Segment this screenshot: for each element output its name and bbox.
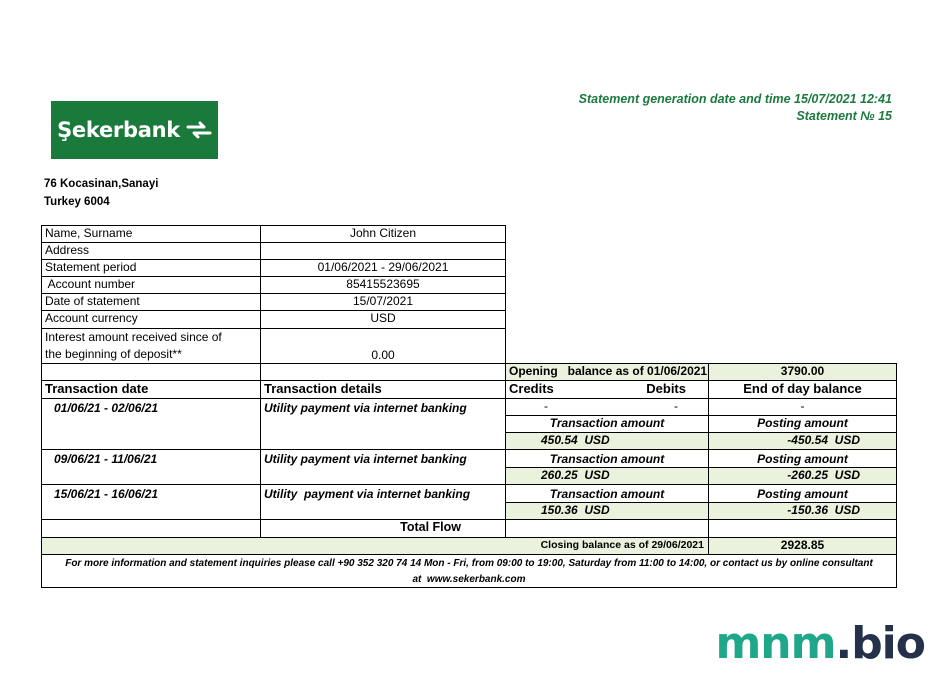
info-label-interest [41, 328, 261, 364]
credit-dash: - [544, 399, 548, 413]
posting-amount: -150.36 USD [708, 502, 897, 520]
address-line-1: 76 Kocasinan,Sanayi [44, 178, 159, 190]
transaction-details: Utility payment via internet banking [260, 398, 506, 450]
statement-number: Statement № 15 [796, 109, 892, 123]
eod-dash: - [708, 398, 897, 416]
closing-balance-value: 2928.85 [708, 537, 897, 555]
posting-amount-label: Posting amount [708, 415, 897, 433]
posting-amount-label: Posting amount [708, 449, 897, 468]
bank-address [44, 175, 158, 211]
info-value: 85415523695 [260, 276, 506, 294]
footer-line-1: For more information and statement inquiries please call +90 352 320 74 14 Mon - Fri, from 09:00 to 19:00, Saturday from 11:00 to 14:00, or contact us by online consultant [65, 558, 873, 569]
posting-amount: -450.54 USD [708, 432, 897, 450]
info-value: John Citizen [260, 225, 506, 243]
posting-amount-label: Posting amount [708, 484, 897, 503]
bank-logo-icon [186, 121, 212, 139]
footer-contact-info [41, 554, 897, 588]
transaction-details: Utility payment via internet banking [260, 484, 506, 520]
col-credits-debits [505, 380, 709, 399]
info-label: Account currency [41, 310, 261, 329]
transaction-date: 09/06/21 - 11/06/21 [41, 449, 261, 485]
transaction-amount: 450.54 USD [505, 432, 709, 450]
watermark [715, 618, 925, 669]
transaction-date: 15/06/21 - 16/06/21 [41, 484, 261, 520]
blank-cell [41, 519, 261, 538]
transaction-amount: 260.25 USD [505, 467, 709, 485]
transaction-amount-label: Transaction amount [505, 415, 709, 433]
address-line-2: Turkey 6004 [44, 196, 110, 208]
info-value: 01/06/2021 - 29/06/2021 [260, 259, 506, 277]
watermark-dot: . [835, 618, 852, 669]
col-credits: Credits [509, 381, 554, 396]
debit-dash: - [674, 399, 678, 413]
watermark-part-1: mnm [715, 618, 836, 669]
col-transaction-details: Transaction details [260, 380, 506, 399]
transaction-amount: 150.36 USD [505, 502, 709, 520]
interest-label-line-1: Interest amount received since of [45, 330, 222, 344]
bank-logo [51, 101, 218, 159]
transaction-amount-label: Transaction amount [505, 449, 709, 468]
transaction-amount-label: Transaction amount [505, 484, 709, 503]
info-label: Date of statement [41, 293, 261, 311]
transaction-date: 01/06/21 - 02/06/21 [41, 398, 261, 450]
info-value: USD [260, 310, 506, 329]
total-flow-label: Total Flow [260, 519, 506, 538]
info-value: 15/07/2021 [260, 293, 506, 311]
opening-balance-label: Opening balance as of 01/06/2021 [505, 363, 709, 381]
info-value: 0.00 [260, 328, 506, 364]
blank-cell [41, 363, 261, 381]
posting-amount: -260.25 USD [708, 467, 897, 485]
col-end-of-day-balance: End of day balance [708, 380, 897, 399]
bank-logo-text: Şekerbank [57, 118, 180, 142]
info-label: Name, Surname [41, 225, 261, 243]
blank-cell [505, 519, 709, 538]
credits-debits-dashes [505, 398, 709, 416]
info-value [260, 242, 506, 260]
generation-datetime: Statement generation date and time 15/07/2021 12:41 [578, 92, 892, 106]
statement-header [579, 91, 892, 125]
blank-cell [708, 519, 897, 538]
info-label: Account number [41, 276, 261, 294]
blank-cell [260, 363, 506, 381]
col-transaction-date: Transaction date [41, 380, 261, 399]
opening-balance-value: 3790.00 [708, 363, 897, 381]
watermark-part-2: bio [851, 618, 925, 669]
info-label: Statement period [41, 259, 261, 277]
info-label: Address [41, 242, 261, 260]
interest-label-line-2: the beginning of deposit** [45, 347, 182, 361]
col-debits: Debits [646, 381, 686, 396]
closing-balance-label: Closing balance as of 29/06/2021 [41, 537, 709, 555]
transaction-details: Utility payment via internet banking [260, 449, 506, 485]
footer-line-2: at www.sekerbank.com [412, 574, 526, 585]
